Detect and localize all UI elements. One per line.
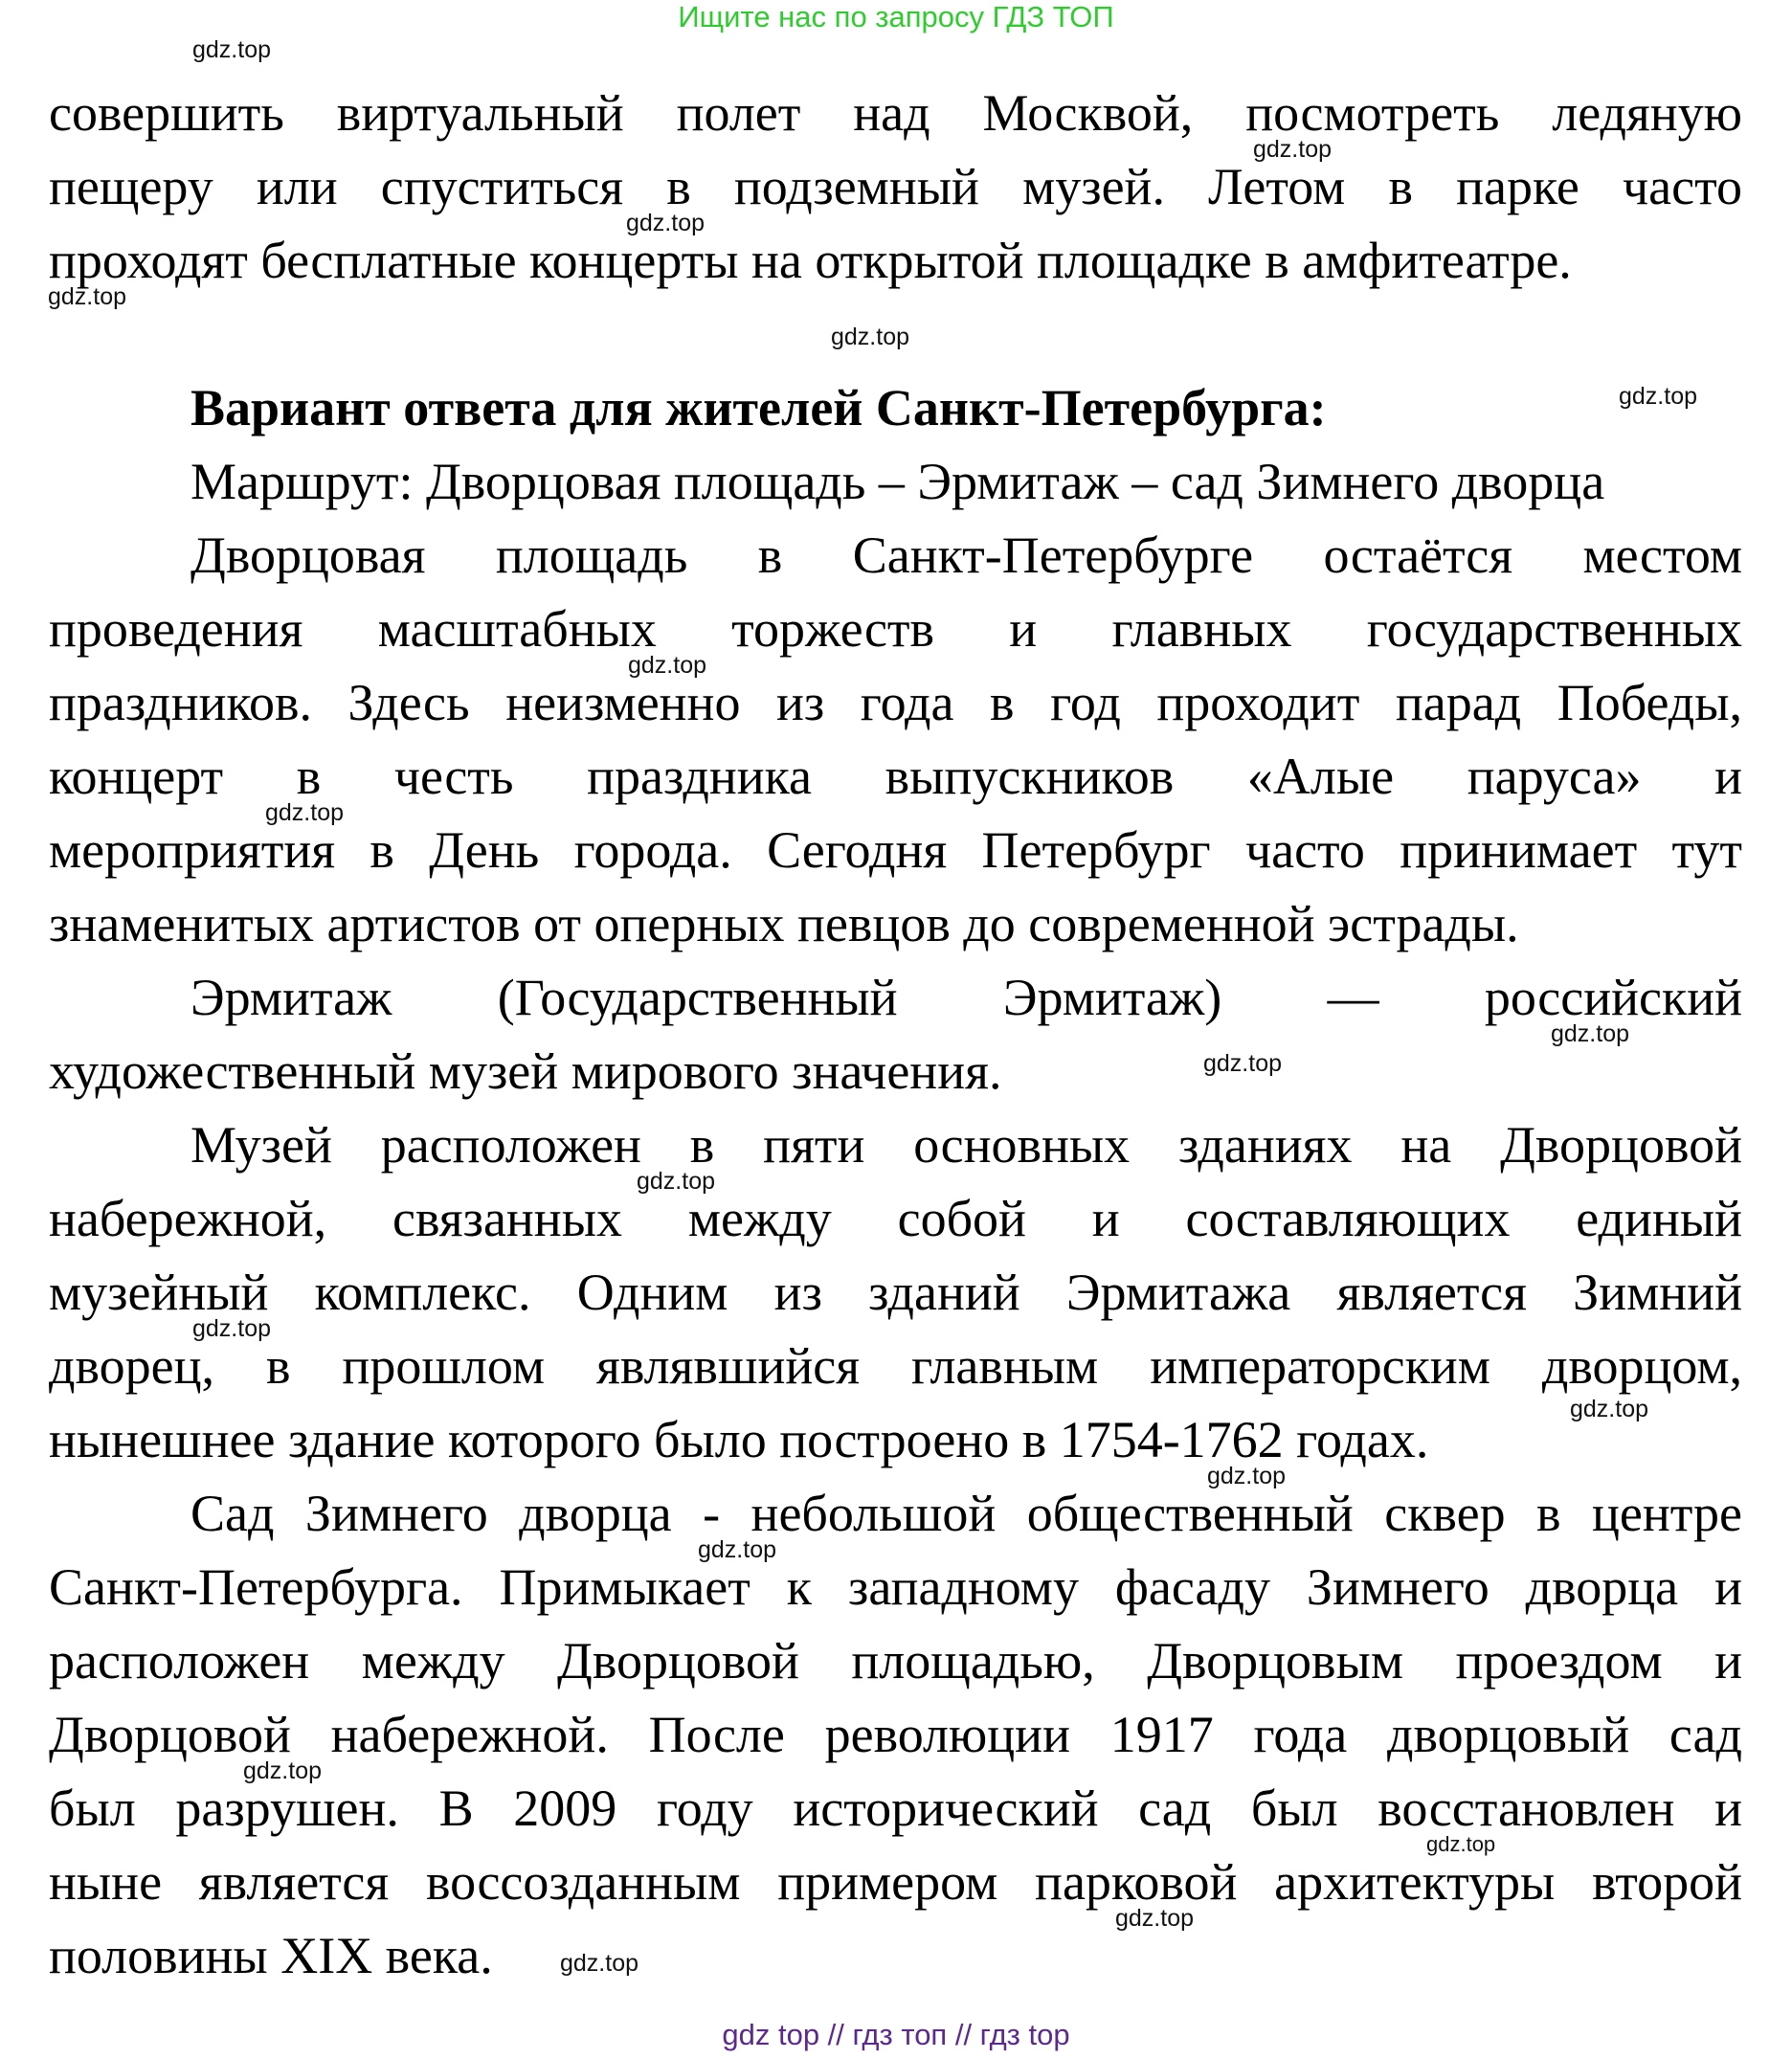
watermark-text: gdz.top [1115,1905,1195,1932]
watermark-text: gdz.top [265,799,345,826]
search-banner: Ищите нас по запросу ГДЗ ТОП [678,0,1114,34]
text-line: Маршрут: Дворцовая площадь – Эрмитаж – сад Зимнего дворца [190,453,1605,510]
text-line: был разрушен. В 2009 году исторический сад был восстановлен и [49,1779,1742,1837]
watermark-text: gdz.top [626,210,706,236]
text-line: ныне является воссозданным примером парковой архитектуры второй [49,1853,1742,1911]
watermark-text: gdz.top [831,324,910,350]
text-line: Санкт-Петербурга. Примыкает к западному фасаду Зимнего дворца и [49,1558,1742,1616]
text-line: Музей расположен в пяти основных зданиях на Дворцовой [190,1116,1742,1174]
text-line: совершить виртуальный полет над Москвой, посмотреть ледяную [49,84,1742,142]
document-body [49,84,1742,2004]
text-line: художественный музей мирового значения. [49,1042,1002,1100]
text-line: дворец, в прошлом являвшийся главным императорским дворцом, [49,1337,1742,1395]
text-line: нынешнее здание которого было построено в 1754-1762 годах. [49,1411,1429,1468]
watermark-text: gdz.top [1253,136,1333,163]
text-line: Эрмитаж (Государственный Эрмитаж) — российский [190,969,1742,1026]
text-line: музейный комплекс. Одним из зданий Эрмитажа является Зимний [49,1264,1742,1321]
text-line: проведения масштабных торжеств и главных государственных [49,600,1742,658]
watermark-text: gdz.top [192,36,272,63]
watermark-text: gdz.top [1570,1396,1649,1422]
text-line: пещеру или спуститься в подземный музей. Летом в парке часто [49,158,1742,215]
text-line: концерт в честь праздника выпускников «Алые паруса» и [49,748,1742,805]
watermark-text: gdz.top [1619,383,1698,410]
watermark-text: gdz.top [48,283,127,310]
text-line: проходят бесплатные концерты на открытой площадке в амфитеатре. [49,232,1572,289]
footer-links[interactable]: gdz top // гдз топ // гдз top [722,2018,1070,2051]
watermark-text: gdz.top [637,1168,716,1195]
watermark-text: gdz.top [560,1950,639,1977]
text-line: Сад Зимнего дворца - небольшой общественный сквер в центре [190,1485,1742,1542]
watermark-text: gdz.top [1551,1020,1630,1047]
watermark-text: gdz.top [243,1757,323,1784]
watermark-text: gdz.top [698,1536,777,1563]
text-line: знаменитых артистов от оперных певцов до современной эстрады. [49,895,1519,952]
watermark-text: gdz.top [628,652,707,679]
watermark-text: gdz.top [1207,1463,1287,1489]
text-line: набережной, связанных между собой и составляющих единый [49,1190,1742,1247]
text-line: Дворцовой набережной. После революции 1917 года дворцовый сад [49,1706,1742,1763]
text-line: Дворцовая площадь в Санкт-Петербурге остаётся местом [190,526,1742,584]
section-heading: Вариант ответа для жителей Санкт-Петербурга: [190,379,1327,436]
text-line: праздников. Здесь неизменно из года в год проходит парад Победы, [49,674,1742,731]
watermark-text: gdz.top [192,1315,272,1342]
watermark-text: gdz.top [1426,1832,1496,1856]
text-line: расположен между Дворцовой площадью, Дворцовым проездом и [49,1632,1742,1690]
text-line: мероприятия в День города. Сегодня Петербург часто принимает тут [49,821,1742,879]
watermark-text: gdz.top [1203,1050,1283,1077]
text-line: половины XIX века. [49,1927,493,1984]
